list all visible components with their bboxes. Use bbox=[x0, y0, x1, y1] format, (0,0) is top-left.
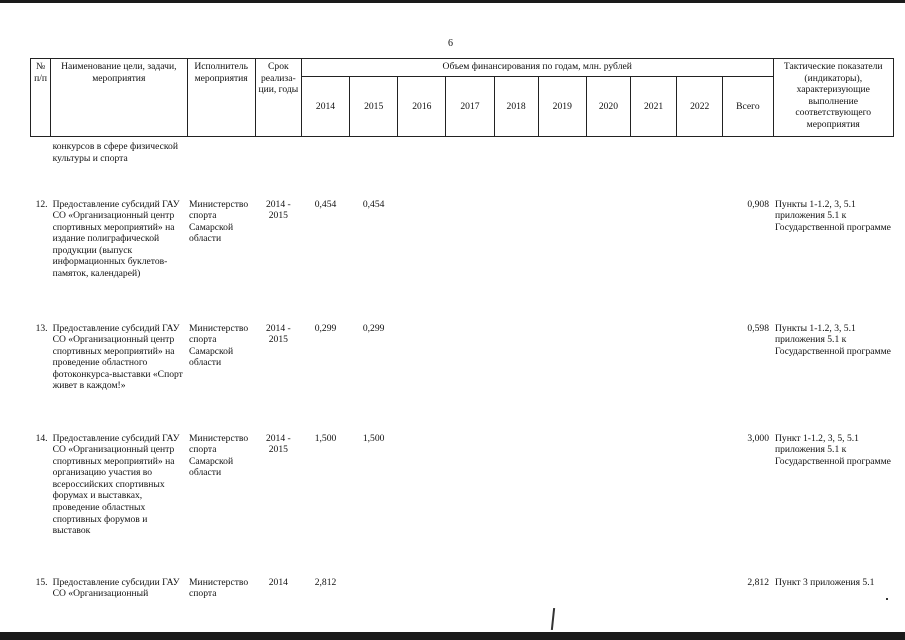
row-number: 13. bbox=[35, 322, 48, 334]
row-period: 2014 - 2015 bbox=[265, 432, 291, 456]
header-year-2017: 2017 bbox=[446, 77, 494, 137]
row-name: Предоставление субсидий ГАУ СО «Организационный центр спортивных мероприятий» на проведение областного фотоконкурса-выставки «Спорт живет в каждом!» bbox=[52, 322, 183, 392]
row-period: 2014 - 2015 bbox=[265, 198, 291, 222]
header-year-2016: 2016 bbox=[398, 77, 446, 137]
row-executor: Министерство спорта Самарской области bbox=[189, 432, 249, 479]
header-year-2018: 2018 bbox=[494, 77, 538, 137]
row-indicators: Пункт 1-1.2, 3, 5, 5.1 приложения 5.1 к Государственной программе bbox=[775, 432, 891, 467]
row-number: 15. bbox=[35, 576, 48, 588]
row-total: 0,908 bbox=[747, 198, 769, 210]
row-executor: Министерство спорта Самарской области bbox=[189, 322, 249, 369]
header-financing: Объем финансирования по годам, млн. рублей bbox=[301, 59, 773, 77]
row-period: 2014 bbox=[268, 576, 288, 588]
header-indicators: Тактические показатели (индикаторы), характеризующие выполнение соответствующего мероприятия bbox=[773, 59, 894, 137]
row-name: Предоставление субсидий ГАУ СО «Организационный центр спортивных мероприятий» на издание полиграфической продукции (выпуск информационных буклетов-памяток, календарей) bbox=[52, 198, 180, 280]
header-year-2022: 2022 bbox=[677, 77, 723, 137]
header-year-2015: 2015 bbox=[350, 77, 398, 137]
row-indicators: Пункты 1-1.2, 3, 5.1 приложения 5.1 к Государственной программе bbox=[775, 198, 891, 233]
row-indicators: Пункт 3 приложения 5.1 bbox=[775, 576, 875, 588]
row-total: 0,598 bbox=[747, 322, 769, 334]
row-number: 14. bbox=[35, 432, 48, 444]
row-value-2015: 1,500 bbox=[362, 432, 385, 444]
table-row bbox=[31, 433, 894, 577]
header-total: Всего bbox=[723, 77, 773, 137]
scan-top-edge bbox=[0, 0, 905, 3]
header-num: № п/п bbox=[31, 59, 51, 137]
row-period: 2014 - 2015 bbox=[265, 322, 291, 346]
row-total: 3,000 bbox=[747, 432, 769, 444]
row-name: Предоставление субсидий ГАУ СО «Организационный центр спортивных мероприятий» на организацию участия во всероссийских спортивных форумах и выставках, проведение областных спортивных форумов и выставок bbox=[52, 432, 180, 537]
header-executor: Исполнитель мероприятия bbox=[187, 59, 255, 137]
table-row bbox=[31, 199, 894, 323]
row-number: 12. bbox=[35, 198, 48, 210]
row-executor: Министерство спорта bbox=[189, 576, 249, 600]
header-year-2021: 2021 bbox=[630, 77, 676, 137]
row-name: Предоставление субсидии ГАУ СО «Организационный bbox=[52, 576, 180, 600]
table-row bbox=[31, 137, 894, 199]
row-value-2014: 2,812 bbox=[314, 576, 337, 588]
header-name: Наименование цели, задачи, мероприятия bbox=[51, 59, 187, 137]
financing-table bbox=[30, 58, 894, 617]
header-year-2020: 2020 bbox=[586, 77, 630, 137]
row-value-2015 bbox=[350, 577, 398, 617]
row-value-2014: 0,299 bbox=[314, 322, 337, 334]
table-row bbox=[31, 323, 894, 433]
row-executor: Министерство спорта Самарской области bbox=[189, 198, 249, 245]
header-year-2019: 2019 bbox=[538, 77, 586, 137]
page-number: 6 bbox=[448, 38, 453, 49]
header-year-2014: 2014 bbox=[301, 77, 349, 137]
header-period: Срок реализа-ции, годы bbox=[255, 59, 301, 137]
table-row bbox=[31, 577, 894, 617]
row-value-2015: 0,299 bbox=[362, 322, 385, 334]
row-total: 2,812 bbox=[747, 576, 769, 588]
continuation-text: конкурсов в сфере физической культуры и спорта bbox=[52, 141, 178, 164]
row-value-2014: 1,500 bbox=[314, 432, 337, 444]
row-value-2015: 0,454 bbox=[362, 198, 385, 210]
scan-dot bbox=[886, 598, 888, 600]
row-indicators: Пункты 1-1.2, 3, 5.1 приложения 5.1 к Государственной программе bbox=[775, 322, 891, 357]
scan-bottom-edge bbox=[0, 632, 905, 640]
row-value-2014: 0,454 bbox=[314, 198, 337, 210]
